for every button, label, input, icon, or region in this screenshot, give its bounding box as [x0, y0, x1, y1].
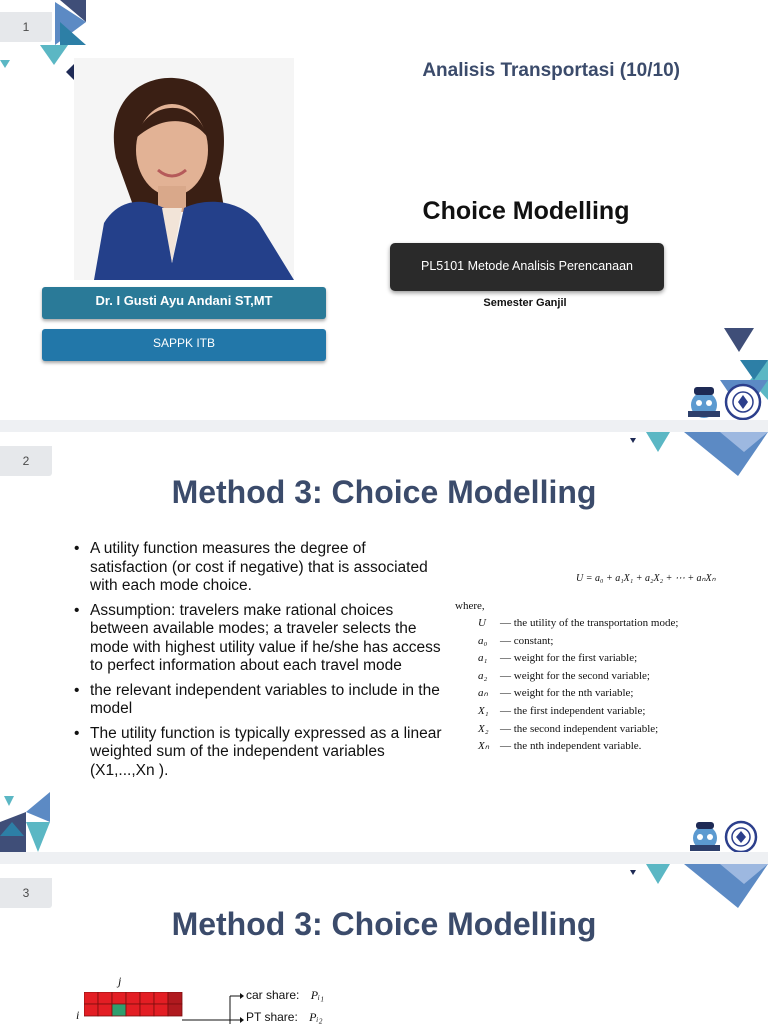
- od-matrix-grid: [84, 992, 244, 1024]
- definition-text: — constant;: [500, 634, 554, 647]
- corner-triangles-bottom-left: [0, 792, 60, 852]
- definition-text: — the second independent variable;: [500, 722, 659, 735]
- utility-formula: U = a₀ + a₁X₁ + a₂X₂ + ⋯ + aₙXₙ: [576, 573, 716, 584]
- definition-text: — weight for the second variable;: [500, 669, 650, 682]
- definition-symbol: U: [478, 617, 486, 629]
- where-label: where,: [455, 600, 485, 612]
- slide-3: [0, 864, 768, 1024]
- bullet-item: • The utility function is typically expressed as a linear weighted sum of the independent variables (X1,...,Xn ).: [74, 725, 446, 781]
- bullet-list: [74, 540, 446, 786]
- definition-item: [478, 703, 678, 721]
- lecturer-name: Dr. I Gusti Ayu Andani ST,MT: [42, 287, 326, 319]
- definition-text: — weight for the first variable;: [500, 652, 638, 665]
- slide-title: Method 3: Choice Modelling: [171, 474, 597, 510]
- corner-triangles-top-right: [620, 432, 768, 478]
- matrix-row-label: i: [76, 1008, 80, 1022]
- definition-text: — the utility of the transportation mode;: [500, 617, 679, 629]
- share-row: [246, 988, 324, 1003]
- page-number: 2: [0, 446, 52, 476]
- slide-title: Choice Modelling: [422, 197, 630, 225]
- definition-item: [478, 668, 678, 686]
- semester-label: Semester Ganjil: [483, 297, 567, 309]
- bullet-item: • the relevant independent variables to include in the model: [74, 682, 446, 719]
- share-label: car share:: [246, 988, 300, 1002]
- course-title: Analisis Transportasi (10/10): [422, 60, 680, 81]
- definition-item: [478, 721, 678, 739]
- definition-text: — the nth independent variable.: [500, 740, 642, 753]
- definition-item: [478, 650, 678, 668]
- slide-1: [0, 0, 768, 420]
- matrix-col-label: j: [118, 974, 122, 988]
- definition-list: [478, 615, 678, 756]
- definition-symbol: a₂: [478, 669, 488, 682]
- definition-symbol: aₙ: [478, 687, 488, 700]
- definition-symbol: a₁: [478, 652, 488, 665]
- definition-item: [478, 615, 678, 633]
- share-symbol: Pᵢ₁: [310, 988, 325, 1002]
- slide-title: Method 3: Choice Modelling: [171, 906, 597, 942]
- itb-seal-logo: [724, 820, 758, 852]
- definition-item: [478, 685, 678, 703]
- course-code-box: PL5101 Metode Analisis Perencanaan: [390, 243, 664, 291]
- lecturer-photo: [74, 58, 294, 280]
- definition-symbol: a₀: [478, 634, 488, 647]
- definition-symbol: Xₙ: [478, 740, 490, 753]
- share-row: [246, 1010, 323, 1024]
- bullet-item: • Assumption: travelers make rational choices between available modes; a traveler selects the mode with highest utility value if he/she has access to perfect information about each travel mode: [74, 602, 446, 676]
- mascot-logo: [684, 385, 724, 420]
- definition-item: [478, 738, 678, 756]
- definition-item: [478, 633, 678, 651]
- definition-text: — weight for the nth variable;: [500, 687, 634, 700]
- definition-symbol: X₂: [478, 722, 489, 735]
- itb-seal-logo: [724, 383, 762, 420]
- share-label: PT share:: [246, 1010, 298, 1024]
- share-symbol: Pᵢ₂: [309, 1010, 323, 1024]
- corner-triangles-top-right: [620, 864, 768, 910]
- page-number: 1: [0, 12, 52, 42]
- slide-2: [0, 432, 768, 852]
- definition-symbol: X₁: [478, 704, 489, 717]
- definition-text: — the first independent variable;: [500, 704, 646, 717]
- institution-label: SAPPK ITB: [42, 329, 326, 361]
- page-number: 3: [0, 878, 52, 908]
- bullet-item: • A utility function measures the degree of satisfaction (or cost if negative) that is associated with each mode choice.: [74, 540, 446, 596]
- mascot-logo: [686, 820, 724, 852]
